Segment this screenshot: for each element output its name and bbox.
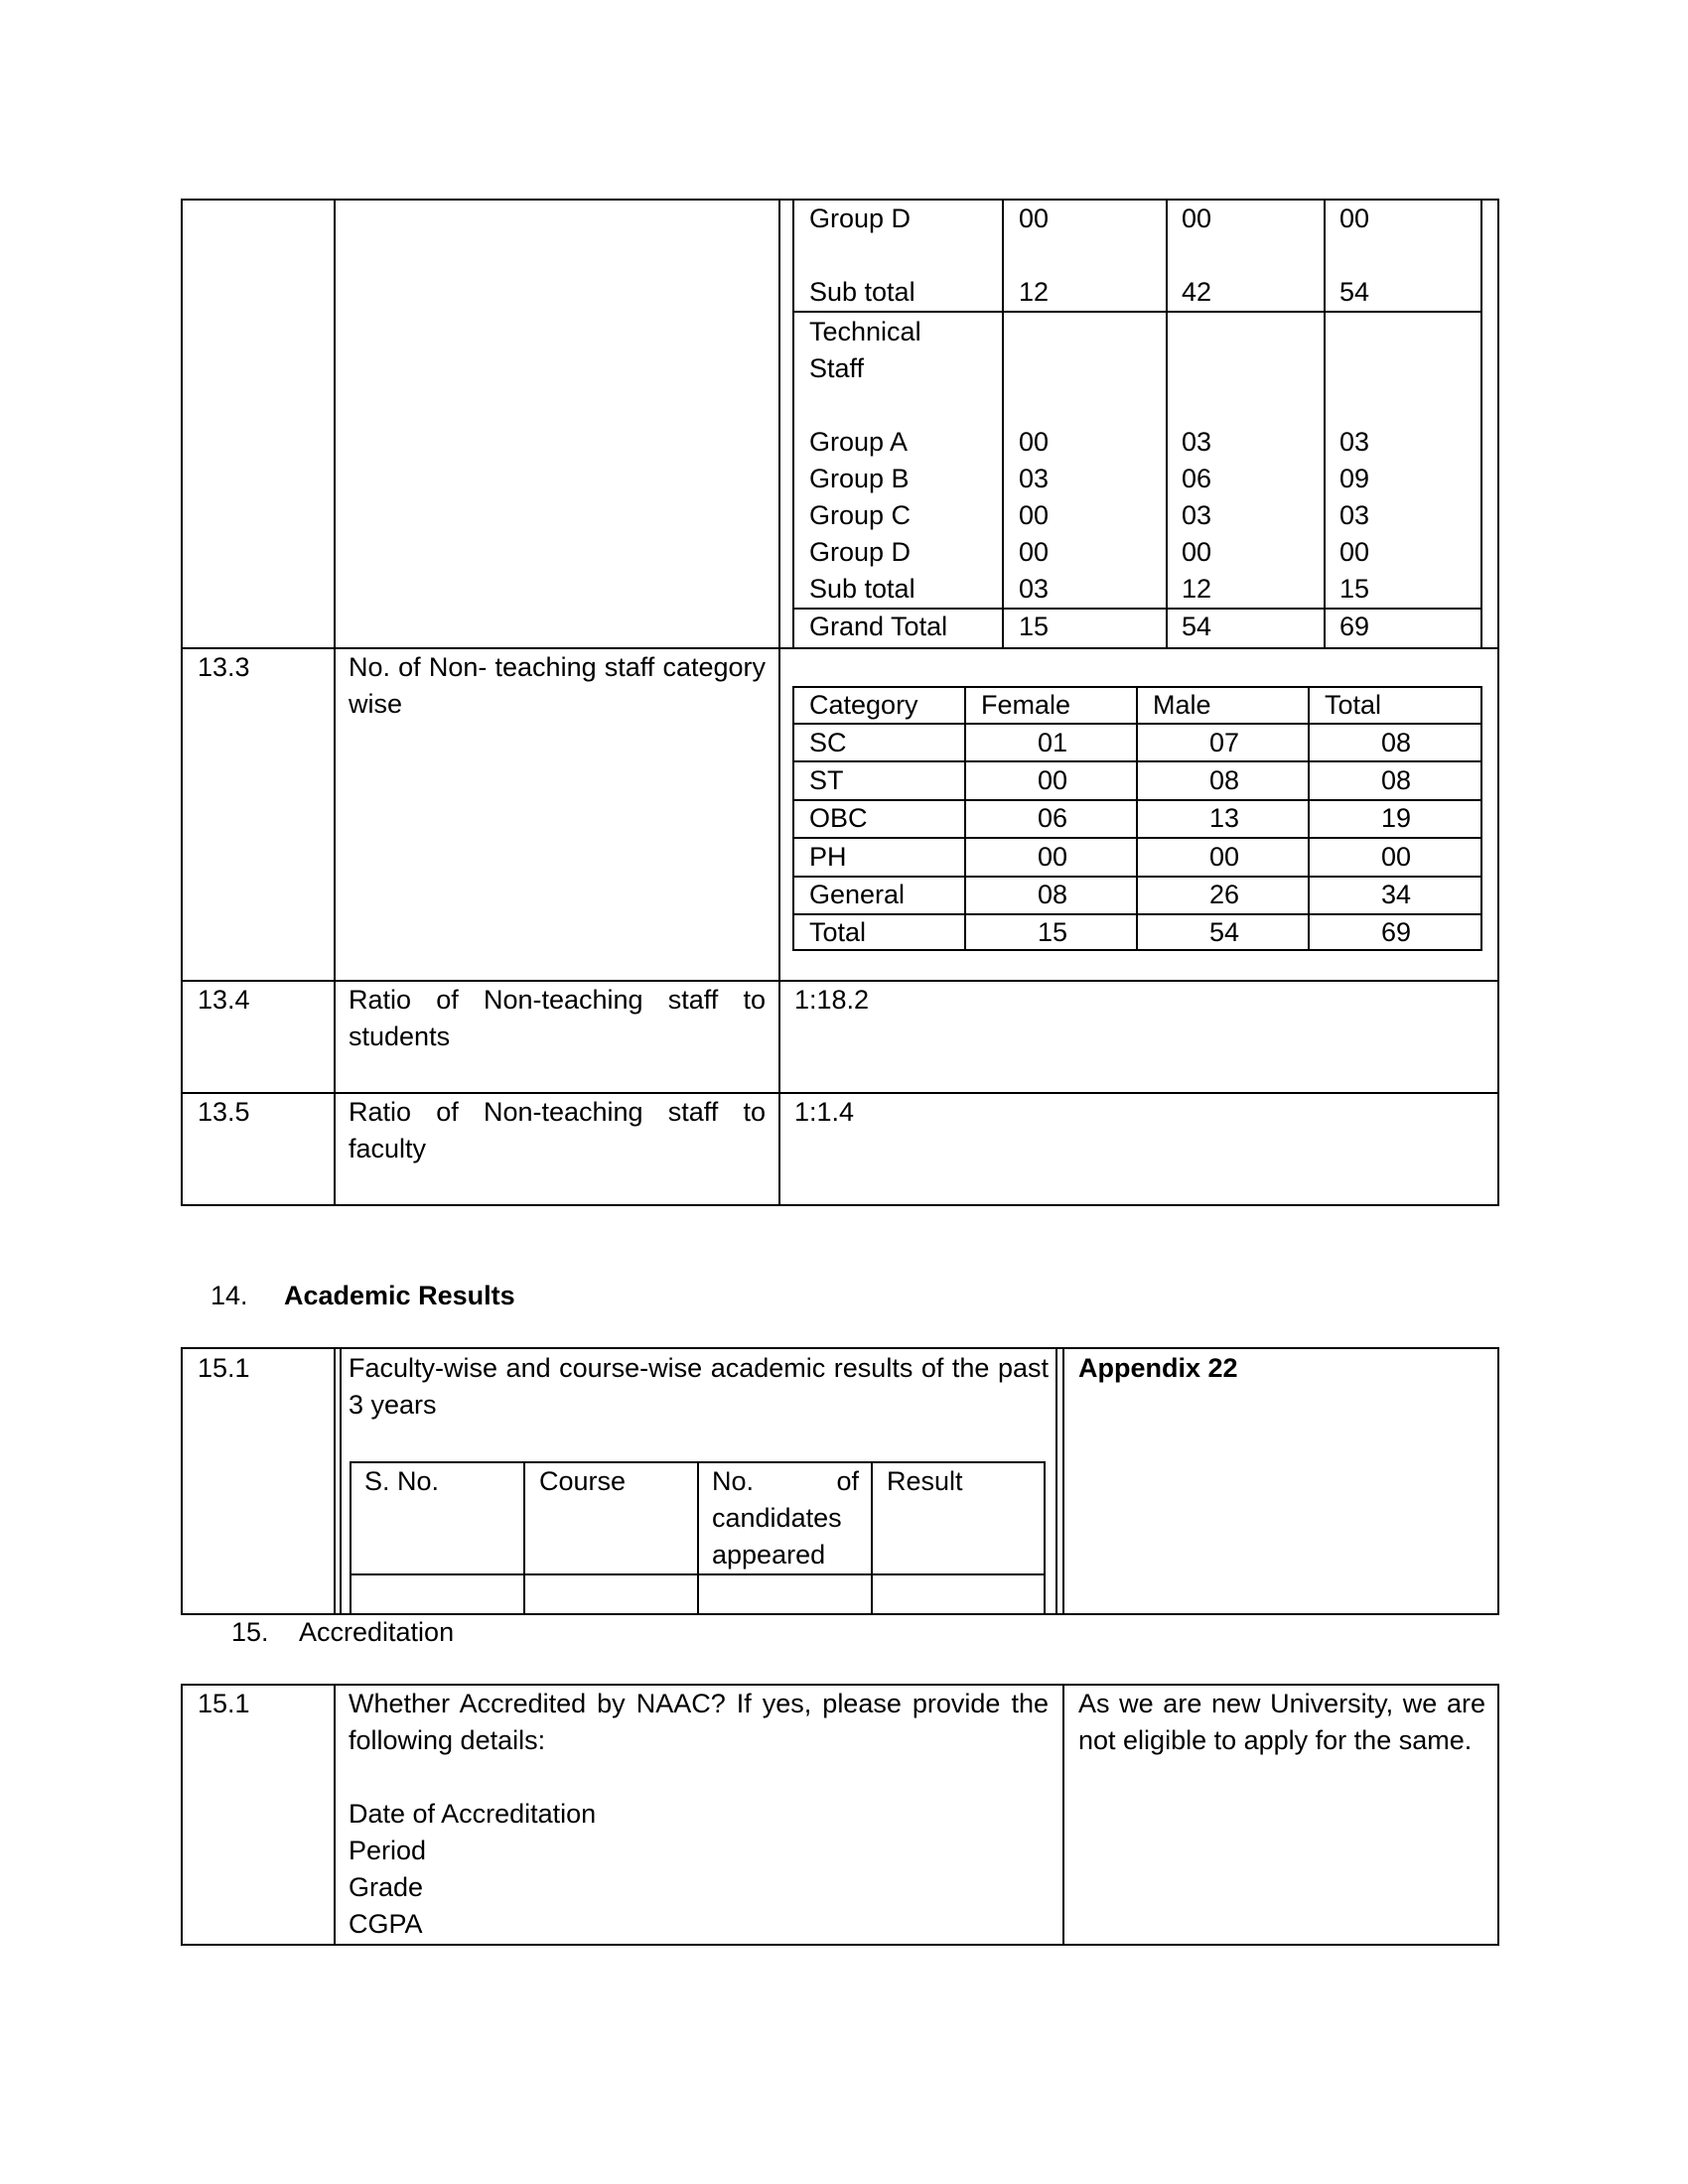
female-cell: 06	[1037, 803, 1068, 833]
item-number: 13.5	[198, 1097, 250, 1127]
section-title: Academic Results	[284, 1281, 515, 1310]
total-value: 69	[1339, 612, 1370, 641]
accreditation-field: Date of Accreditation	[349, 1799, 597, 1829]
section-number: 14.	[211, 1281, 248, 1310]
column-header: Result	[887, 1466, 963, 1496]
total-value: 00	[1339, 537, 1370, 567]
female-value: 00	[1019, 537, 1050, 567]
column-header: Total	[1325, 690, 1382, 720]
ratio-value: 1:18.2	[794, 985, 870, 1015]
total-value: 54	[1339, 277, 1370, 307]
male-value: 00	[1182, 537, 1212, 567]
category-cell: General	[809, 880, 906, 909]
total-cell: 08	[1380, 728, 1412, 757]
male-cell: 26	[1208, 880, 1240, 909]
category-cell: OBC	[809, 803, 868, 833]
total-value: 03	[1339, 427, 1370, 457]
male-value: 03	[1182, 427, 1212, 457]
item-number: 13.4	[198, 985, 250, 1015]
section-title: Accreditation	[299, 1617, 455, 1647]
row-label: Group C	[809, 500, 912, 530]
male-value: 06	[1182, 464, 1212, 493]
ratio-value: 1:1.4	[794, 1097, 855, 1127]
total-value: 15	[1339, 574, 1370, 604]
female-value: 15	[1019, 612, 1050, 641]
male-value: 12	[1182, 574, 1212, 604]
item-description: Whether Accredited by NAAC? If yes, please provide the following details:	[349, 1689, 1049, 1755]
total-cell: 34	[1380, 880, 1412, 909]
accreditation-field: Grade	[349, 1872, 424, 1902]
accreditation-field: CGPA	[349, 1909, 423, 1939]
male-value: 00	[1182, 204, 1212, 233]
male-value: 42	[1182, 277, 1212, 307]
female-value: 03	[1019, 464, 1050, 493]
total-value: 09	[1339, 464, 1370, 493]
category-cell: Total	[809, 917, 867, 947]
accreditation-answer: As we are new University, we are not eligible to apply for the same.	[1078, 1689, 1485, 1755]
male-cell: 00	[1208, 842, 1240, 872]
female-cell: 01	[1037, 728, 1068, 757]
item-number: 15.1	[198, 1353, 250, 1383]
male-cell: 08	[1208, 765, 1240, 795]
female-value: 00	[1019, 427, 1050, 457]
female-cell: 00	[1037, 842, 1068, 872]
column-header: Category	[809, 690, 918, 720]
item-description: Faculty-wise and course-wise academic results of the past 3 years	[349, 1353, 1049, 1420]
item-number: 15.1	[198, 1689, 250, 1718]
male-value: 03	[1182, 500, 1212, 530]
female-value: 12	[1019, 277, 1050, 307]
category-cell: PH	[809, 842, 847, 872]
male-cell: 07	[1208, 728, 1240, 757]
row-label: Sub total	[809, 277, 915, 307]
section-number: 15.	[231, 1617, 269, 1647]
row-label: Group A	[809, 427, 909, 457]
female-cell: 00	[1037, 765, 1068, 795]
total-value: 00	[1339, 204, 1370, 233]
total-cell: 69	[1380, 917, 1412, 947]
column-header: S. No.	[364, 1466, 440, 1496]
technical-staff-label: Technical Staff	[809, 317, 921, 383]
column-header: No. of candidates appeared	[712, 1466, 859, 1570]
female-cell: 08	[1037, 880, 1068, 909]
female-value: 00	[1019, 500, 1050, 530]
column-header: Female	[981, 690, 1071, 720]
row-label: Group D	[809, 204, 912, 233]
item-description: Ratio of Non-teaching staff to faculty	[349, 1097, 766, 1163]
row-label: Sub total	[809, 574, 915, 604]
row-label: Group B	[809, 464, 910, 493]
male-value: 54	[1182, 612, 1212, 641]
accreditation-field: Period	[349, 1836, 427, 1865]
total-cell: 00	[1380, 842, 1412, 872]
category-cell: SC	[809, 728, 847, 757]
category-cell: ST	[809, 765, 844, 795]
grand-total-label: Grand Total	[809, 612, 948, 641]
female-value: 00	[1019, 204, 1050, 233]
row-label: Group D	[809, 537, 912, 567]
item-description: Ratio of Non-teaching staff to students	[349, 985, 766, 1051]
column-header: Male	[1153, 690, 1211, 720]
female-value: 03	[1019, 574, 1050, 604]
total-cell: 08	[1380, 765, 1412, 795]
item-number: 13.3	[198, 652, 250, 682]
male-cell: 13	[1208, 803, 1240, 833]
female-cell: 15	[1037, 917, 1068, 947]
total-cell: 19	[1380, 803, 1412, 833]
item-description: No. of Non- teaching staff category wise	[349, 652, 766, 719]
total-value: 03	[1339, 500, 1370, 530]
appendix-reference: Appendix 22	[1078, 1353, 1238, 1383]
column-header: Course	[539, 1466, 627, 1496]
male-cell: 54	[1208, 917, 1240, 947]
